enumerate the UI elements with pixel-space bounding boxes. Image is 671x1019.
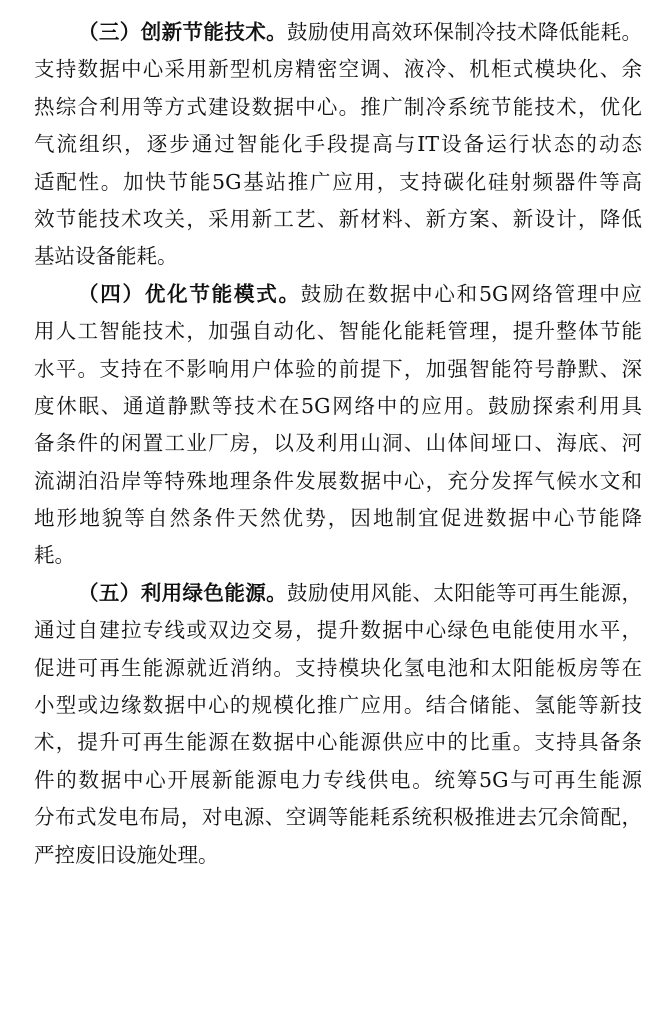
text-line: （五）利用绿色能源。鼓励使用风能、太阳能等可再生能源， [78, 580, 642, 605]
text-line: （三）创新节能技术。鼓励使用高效环保制冷技术降低能耗。 [78, 20, 642, 44]
section-3 [34, 14, 642, 276]
text-line: 分布式发电布局，对电源、空调等能耗系统积极推进去冗余简配， [34, 805, 642, 830]
section-heading: （三）创新节能技术。 [78, 20, 288, 44]
text-line: 水平。支持在不影响用户体验的前提下，加强智能符号静默、深 [34, 356, 642, 381]
text-line: （四）优化节能模式。鼓励在数据中心和5G网络管理中应 [78, 281, 642, 306]
text-line: 术，提升可再生能源在数据中心能源供应中的比重。支持具备条 [34, 730, 642, 755]
section-heading: （四）优化节能模式。 [78, 281, 301, 306]
text-line: 促进可再生能源就近消纳。支持模块化氢电池和太阳能板房等在 [34, 655, 642, 680]
text-line: 件的数据中心开展新能源电力专线供电。统筹5G与可再生能源 [34, 767, 642, 792]
text-line: 小型或边缘数据中心的规模化推广应用。结合储能、氢能等新技 [34, 693, 642, 718]
text-line: 严控废旧设施处理。 [34, 842, 219, 867]
section-heading: （五）利用绿色能源。 [78, 580, 288, 605]
text-line: 气流组织，逐步通过智能化手段提高与IT设备运行状态的动态 [34, 132, 642, 157]
text-line: 耗。 [34, 543, 75, 568]
text-line: 流湖泊沿岸等特殊地理条件发展数据中心，充分发挥气候水文和 [34, 468, 642, 493]
text-line: 用人工智能技术，加强自动化、智能化能耗管理，提升整体节能 [34, 319, 642, 344]
text-line: 效节能技术攻关，采用新工艺、新材料、新方案、新设计，降低 [34, 206, 642, 231]
text-line: 适配性。加快节能5G基站推广应用，支持碳化硅射频器件等高 [34, 169, 642, 194]
section-5 [34, 575, 642, 874]
section-4 [34, 276, 642, 575]
text-line: 地形地貌等自然条件天然优势，因地制宜促进数据中心节能降 [34, 506, 642, 531]
text-line: 热综合利用等方式建设数据中心。推广制冷系统节能技术，优化 [34, 94, 642, 119]
text-line: 通过自建拉专线或双边交易，提升数据中心绿色电能使用水平， [34, 618, 642, 643]
text-line: 支持数据中心采用新型机房精密空调、液冷、机柜式模块化、余 [34, 57, 642, 82]
document-page [34, 14, 642, 874]
text-line: 基站设备能耗。 [34, 244, 178, 269]
text-line: 备条件的闲置工业厂房，以及利用山洞、山体间垭口、海底、河 [34, 431, 642, 456]
text-line: 度休眠、通道静默等技术在5G网络中的应用。鼓励探索利用具 [34, 393, 642, 418]
